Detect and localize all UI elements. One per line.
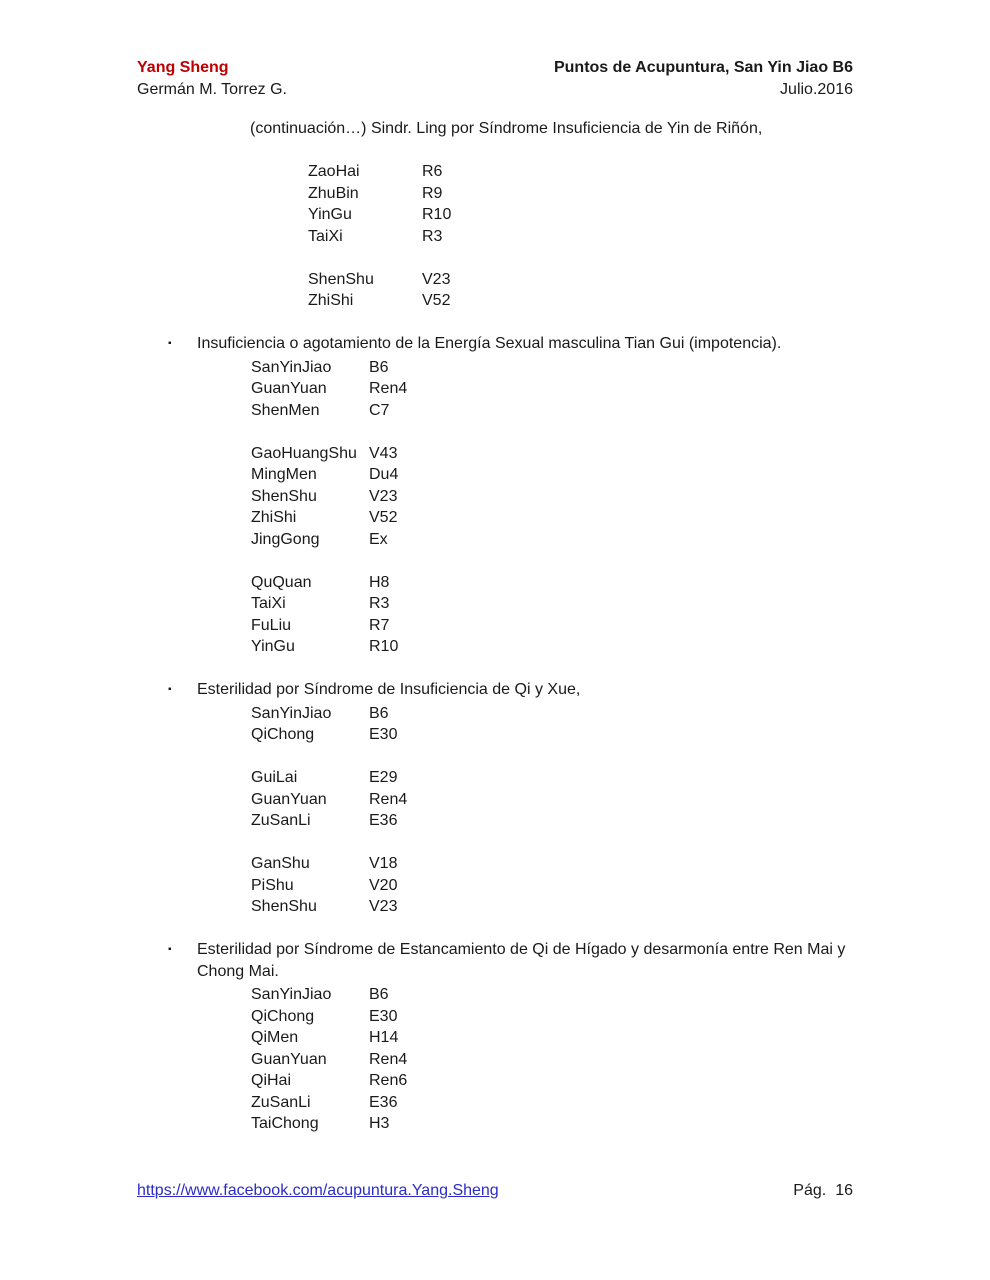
point-code: V18 bbox=[369, 855, 398, 872]
point-code: Ex bbox=[369, 530, 388, 548]
point-code: R3 bbox=[422, 227, 443, 245]
bullet-section-impotencia bbox=[137, 333, 853, 658]
point-group bbox=[251, 357, 853, 422]
point-code: R7 bbox=[369, 616, 390, 634]
point-name: TaiXi bbox=[251, 595, 286, 612]
point-row bbox=[251, 615, 853, 637]
bullet-section-esterilidad-qi-xue bbox=[137, 679, 853, 918]
point-code: B6 bbox=[369, 986, 389, 1003]
point-group bbox=[251, 572, 853, 658]
point-code: V23 bbox=[369, 898, 398, 915]
bullet-text: Insuficiencia o agotamiento de la Energía Sexual masculina Tian Gui (impotencia). bbox=[197, 335, 782, 352]
point-name: ShenMen bbox=[251, 401, 320, 419]
point-name: GuanYuan bbox=[251, 790, 327, 808]
point-row bbox=[251, 767, 853, 789]
point-row bbox=[251, 357, 853, 379]
section-point-list bbox=[137, 703, 853, 918]
point-code: V23 bbox=[422, 270, 451, 288]
point-group bbox=[251, 443, 853, 551]
bullet-line bbox=[137, 333, 853, 355]
point-group bbox=[308, 161, 853, 247]
point-name: ShenShu bbox=[251, 898, 317, 915]
point-row bbox=[251, 572, 853, 594]
point-code: R10 bbox=[422, 206, 452, 223]
point-name: GuiLai bbox=[251, 769, 298, 786]
point-row bbox=[251, 486, 853, 508]
bullet-line bbox=[137, 939, 853, 982]
point-code: B6 bbox=[369, 358, 389, 376]
point-row bbox=[251, 529, 853, 551]
point-row bbox=[251, 443, 853, 465]
point-name: ShenShu bbox=[308, 270, 374, 288]
point-name: ZhuBin bbox=[308, 184, 359, 202]
point-row bbox=[251, 703, 853, 725]
section-point-list bbox=[137, 357, 853, 658]
bullet-square-icon: ▪ bbox=[168, 944, 172, 955]
point-code: Ren4 bbox=[369, 790, 408, 808]
point-row bbox=[308, 226, 853, 248]
bullet-text: Esterilidad por Síndrome de Estancamiento de Qi de Hígado y desarmonía entre Ren Mai y Chong Mai. bbox=[197, 941, 846, 980]
point-row bbox=[251, 1049, 853, 1071]
bullet-text: Esterilidad por Síndrome de Insuficiencia de Qi y Xue, bbox=[197, 681, 581, 698]
point-row bbox=[308, 161, 853, 183]
date-label: Julio.2016 bbox=[780, 80, 853, 98]
point-code: E36 bbox=[369, 1093, 398, 1111]
intro-line: (continuación…) Sindr. Ling por Síndrome Insuficiencia de Yin de Riñón, bbox=[250, 120, 763, 137]
page-number-label: Pág. bbox=[793, 1182, 827, 1199]
page-number bbox=[793, 1180, 853, 1202]
point-row bbox=[251, 636, 853, 658]
point-code: Ren6 bbox=[369, 1072, 408, 1089]
point-code: R6 bbox=[422, 163, 443, 180]
point-name: TaiChong bbox=[251, 1115, 319, 1132]
point-row bbox=[251, 507, 853, 529]
point-group bbox=[308, 269, 853, 312]
point-row bbox=[251, 1092, 853, 1114]
page-number-value: 16 bbox=[835, 1182, 853, 1199]
bullet-square-icon: ▪ bbox=[168, 338, 172, 349]
point-row bbox=[308, 269, 853, 291]
point-name: MingMen bbox=[251, 466, 317, 483]
point-name: GuanYuan bbox=[251, 380, 327, 397]
point-row bbox=[251, 593, 853, 615]
point-name: GuanYuan bbox=[251, 1050, 327, 1068]
point-name: QiHai bbox=[251, 1072, 292, 1089]
section-point-list bbox=[137, 984, 853, 1135]
point-row bbox=[251, 1006, 853, 1028]
point-name: ZuSanLi bbox=[251, 812, 311, 829]
point-code: E30 bbox=[369, 726, 398, 743]
point-code: V20 bbox=[369, 876, 398, 894]
point-name: TaiXi bbox=[308, 227, 343, 245]
point-name: QuQuan bbox=[251, 573, 312, 591]
bullet-line bbox=[137, 679, 853, 701]
point-name: PiShu bbox=[251, 876, 294, 894]
point-row bbox=[251, 400, 853, 422]
point-row bbox=[251, 378, 853, 400]
point-code: V52 bbox=[422, 292, 451, 309]
point-name: QiChong bbox=[251, 726, 315, 743]
point-name: SanYinJiao bbox=[251, 704, 332, 722]
point-row bbox=[308, 183, 853, 205]
point-row bbox=[308, 204, 853, 226]
point-row bbox=[251, 1070, 853, 1092]
point-code: E29 bbox=[369, 769, 398, 786]
point-group bbox=[251, 703, 853, 746]
intro-point-list bbox=[137, 161, 853, 312]
bullet-square-icon: ▪ bbox=[168, 684, 172, 695]
brand-title: Yang Sheng bbox=[137, 59, 229, 76]
point-name: ZhiShi bbox=[308, 292, 354, 309]
point-name: ZaoHai bbox=[308, 163, 360, 180]
point-name: ShenShu bbox=[251, 487, 317, 505]
point-name: JingGong bbox=[251, 530, 320, 548]
point-group bbox=[251, 767, 853, 832]
point-row bbox=[251, 853, 853, 875]
point-code: H14 bbox=[369, 1029, 399, 1046]
point-name: GaoHuangShu bbox=[251, 444, 357, 462]
bullet-section-esterilidad-estancamiento bbox=[137, 939, 853, 1135]
point-name: YinGu bbox=[308, 206, 352, 223]
point-code: E36 bbox=[369, 812, 398, 829]
point-row bbox=[251, 984, 853, 1006]
point-name: ZuSanLi bbox=[251, 1093, 311, 1111]
point-code: Du4 bbox=[369, 466, 399, 483]
author-name: Germán M. Torrez G. bbox=[137, 80, 287, 98]
point-code: C7 bbox=[369, 401, 390, 419]
point-name: SanYinJiao bbox=[251, 358, 332, 376]
point-code: B6 bbox=[369, 704, 389, 722]
point-row bbox=[251, 896, 853, 918]
point-name: QiChong bbox=[251, 1007, 315, 1025]
point-code: R10 bbox=[369, 638, 399, 655]
point-row bbox=[251, 464, 853, 486]
point-code: H8 bbox=[369, 573, 390, 591]
page-footer bbox=[137, 1180, 853, 1202]
point-row bbox=[251, 875, 853, 897]
point-name: FuLiu bbox=[251, 616, 292, 634]
point-row bbox=[308, 290, 853, 312]
point-row bbox=[251, 789, 853, 811]
point-name: QiMen bbox=[251, 1029, 299, 1046]
point-name: YinGu bbox=[251, 638, 295, 655]
point-name: SanYinJiao bbox=[251, 986, 332, 1003]
point-row bbox=[251, 1027, 853, 1049]
point-group bbox=[251, 984, 853, 1135]
point-code: R3 bbox=[369, 595, 390, 612]
point-code: V52 bbox=[369, 509, 398, 526]
point-code: Ren4 bbox=[369, 380, 408, 397]
point-code: H3 bbox=[369, 1115, 390, 1132]
facebook-link[interactable]: https://www.facebook.com/acupuntura.Yang.Sheng bbox=[137, 1182, 499, 1199]
point-row bbox=[251, 810, 853, 832]
header-row-2 bbox=[137, 79, 853, 101]
point-code: V23 bbox=[369, 487, 398, 505]
point-group bbox=[251, 853, 853, 918]
point-name: ZhiShi bbox=[251, 509, 297, 526]
point-code: V43 bbox=[369, 444, 398, 462]
point-code: R9 bbox=[422, 184, 443, 202]
point-code: Ren4 bbox=[369, 1050, 408, 1068]
point-row bbox=[251, 724, 853, 746]
point-name: GanShu bbox=[251, 855, 310, 872]
page-title: Puntos de Acupuntura, San Yin Jiao B6 bbox=[553, 59, 853, 76]
point-row bbox=[251, 1113, 853, 1135]
header-row-1 bbox=[137, 57, 853, 79]
point-code: E30 bbox=[369, 1007, 398, 1025]
